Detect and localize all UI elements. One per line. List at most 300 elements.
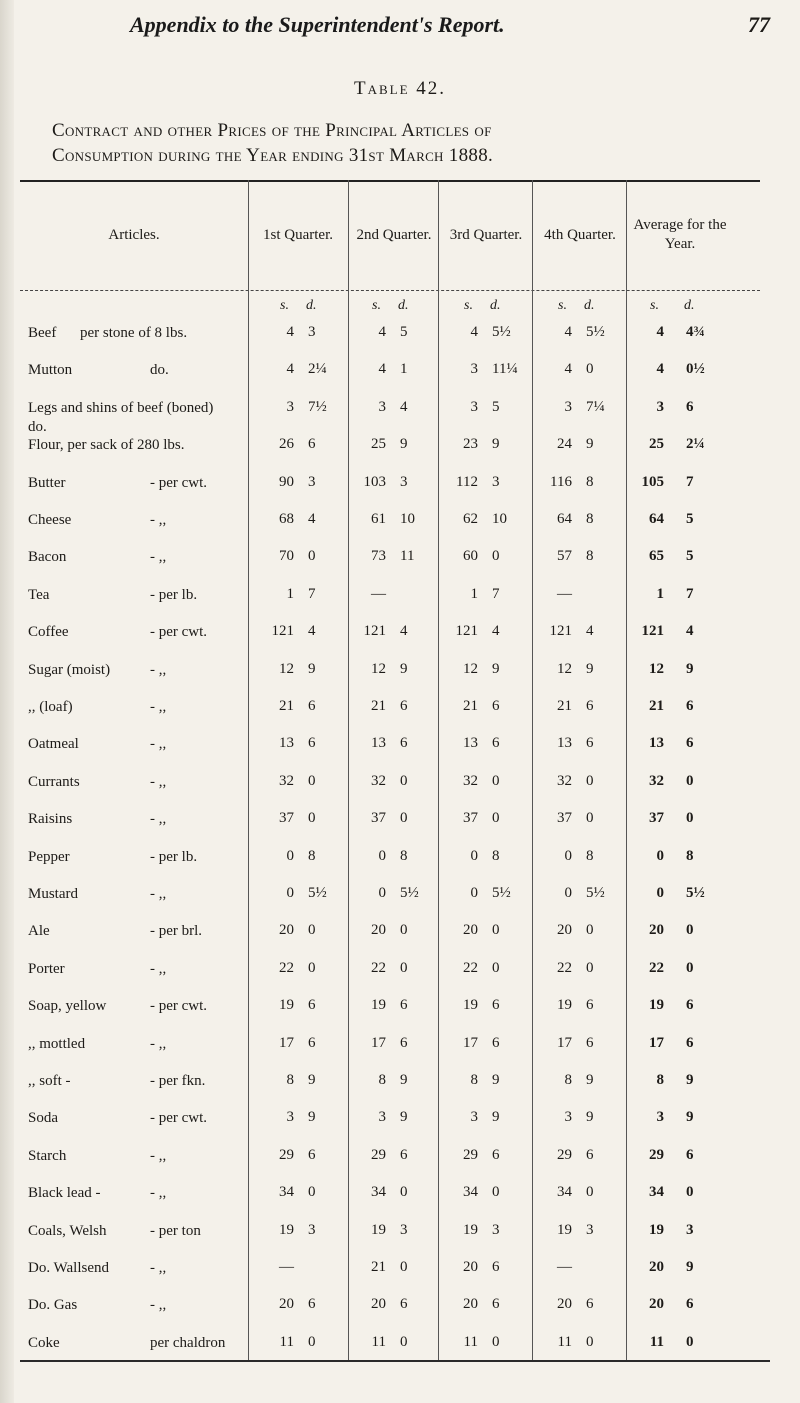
article-cell	[20, 1296, 250, 1334]
table-row	[20, 735, 788, 773]
table-row	[20, 810, 788, 848]
quarter-q2-pence: 0	[400, 1333, 408, 1350]
quarter-q3-pence: 5½	[492, 324, 511, 340]
average-pence: 6	[686, 398, 694, 415]
quarter-q4-pence: 8	[586, 847, 594, 864]
quarter-q1-pence: 0	[308, 772, 316, 789]
quarter-q2-pence: 3	[400, 1221, 408, 1238]
quarter-q4-shillings: 24	[557, 436, 572, 453]
article-unit: - per lb.	[150, 848, 198, 865]
article-cell	[20, 474, 250, 512]
quarter-q2-pence: 0	[400, 1184, 408, 1201]
quarter-q4-shillings: 4	[564, 324, 572, 340]
quarter-q4-shillings: 20	[557, 1296, 572, 1313]
quarter-q4-pence: 9	[586, 1072, 594, 1088]
quarter-q1-pence: 6	[308, 1146, 316, 1163]
article-unit: - ,,	[150, 512, 167, 528]
quarter-q1-pence: 0	[308, 810, 316, 827]
quarter-q2-shillings: 21	[371, 1259, 386, 1275]
quarter-q2-shillings: 61	[371, 511, 386, 527]
article-unit: - per cwt.	[150, 624, 208, 641]
quarter-q2-pence: 9	[400, 1072, 408, 1088]
quarter-q4-pence: 0	[586, 361, 594, 378]
quarter-q4-pence: 6	[586, 997, 594, 1014]
article-name: ,, soft -	[28, 1073, 71, 1089]
quarter-q4-pence: 0	[586, 922, 594, 939]
quarter-q4-pence: 8	[586, 511, 594, 527]
quarter-q3-pence: 0	[492, 1333, 500, 1350]
article-unit: - ,,	[150, 549, 167, 566]
quarter-q1-shillings: 26	[279, 436, 294, 453]
quarter-q1-pence: 0	[308, 922, 316, 939]
quarter-q1-pence: 6	[308, 997, 316, 1014]
average-pence: 5½	[686, 885, 705, 901]
average-pence: 7	[686, 473, 694, 490]
quarter-q1-pence: 0	[308, 1184, 316, 1201]
article-unit: - per fkn.	[150, 1073, 206, 1089]
article-cell	[20, 548, 250, 586]
quarter-q4-pence: 9	[586, 1109, 594, 1126]
quarter-q1-shillings: 19	[279, 997, 294, 1014]
quarter-q3-pence: 10	[492, 511, 507, 527]
article-name: Oatmeal	[28, 736, 79, 753]
quarter-q4-pence: 0	[586, 959, 594, 976]
header-q2: 2nd Quarter.	[356, 226, 432, 243]
article-name: Sugar (moist)	[28, 661, 111, 678]
article-name: Mustard	[28, 886, 78, 902]
unit-label-s: s.	[650, 298, 659, 313]
quarter-q4-shillings: 57	[557, 548, 572, 565]
quarter-q1-pence: 3	[308, 473, 316, 490]
quarter-q3-pence: 0	[492, 810, 500, 827]
average-shillings: 4	[656, 324, 664, 340]
article-cell	[20, 960, 250, 998]
average-shillings: 17	[649, 1034, 664, 1051]
quarter-q3-pence: 3	[492, 1221, 500, 1238]
quarter-q2-shillings: 12	[371, 660, 386, 677]
quarter-q3-pence: 6	[492, 698, 500, 714]
average-pence: 9	[686, 1072, 694, 1088]
table-row	[20, 361, 788, 399]
quarter-q4-shillings: 3	[564, 398, 572, 415]
quarter-q4-pence: 0	[586, 772, 594, 789]
quarter-q1-pence: 4	[308, 623, 316, 640]
unit-label-s: s.	[464, 298, 473, 313]
quarter-q4-shillings: 64	[557, 511, 572, 527]
quarter-q1-pence: 2¼	[308, 361, 327, 378]
table-row	[20, 1147, 788, 1185]
quarter-q2-pence: 0	[400, 772, 408, 789]
table-row	[20, 511, 788, 549]
article-name: Coke	[28, 1334, 60, 1351]
quarter-q3-pence: 9	[492, 1109, 500, 1126]
average-shillings: 19	[649, 1221, 664, 1238]
table-row	[20, 436, 788, 474]
article-name: Currants	[28, 773, 80, 790]
quarter-q3-shillings: 13	[463, 735, 478, 752]
article-cell	[20, 997, 250, 1035]
quarter-q4-pence: 6	[586, 698, 594, 714]
average-pence: 6	[686, 698, 694, 714]
average-pence: 9	[686, 660, 694, 677]
average-pence: 6	[686, 997, 694, 1014]
quarter-q4-pence: 6	[586, 1034, 594, 1051]
quarter-q2-pence: 0	[400, 922, 408, 939]
average-shillings: 25	[649, 436, 664, 453]
average-shillings: 8	[656, 1072, 664, 1088]
article-name: Porter	[28, 960, 65, 977]
quarter-q3-shillings: 60	[463, 548, 478, 565]
table-row	[20, 885, 788, 923]
table-row	[20, 773, 788, 811]
header-q3: 3rd Quarter.	[449, 226, 523, 243]
quarter-q2-shillings: 103	[363, 473, 386, 490]
running-title: Appendix to the Superintendent's Report.	[130, 12, 505, 37]
quarter-q1-pence: 6	[308, 1034, 316, 1051]
quarter-q3-shillings: 20	[463, 1259, 478, 1275]
quarter-q1-shillings: 3	[286, 398, 294, 415]
quarter-q3-pence: 6	[492, 997, 500, 1014]
header-average: Average for the Year.	[633, 217, 727, 252]
quarter-q4-pence: 0	[586, 1184, 594, 1201]
quarter-q1-shillings: 12	[279, 660, 294, 677]
quarter-q4-shillings: 11	[557, 1333, 572, 1350]
quarter-q3-pence: 9	[492, 436, 500, 453]
quarter-q4-shillings: 19	[557, 997, 572, 1014]
article-cell	[20, 1035, 250, 1073]
article-unit: - ,,	[150, 1185, 167, 1202]
article-unit: do.	[28, 418, 47, 435]
table-row	[20, 324, 788, 362]
average-pence: 6	[686, 1296, 694, 1313]
quarter-q4-pence: 9	[586, 660, 594, 677]
quarter-q4-pence: 8	[586, 548, 594, 565]
quarter-q3-shillings: 3	[470, 1109, 478, 1126]
quarter-q2-shillings: 4	[378, 324, 386, 340]
quarter-q4-shillings: 116	[550, 473, 572, 490]
quarter-q2-pence: 5	[400, 324, 408, 340]
quarter-q4-pence: 9	[586, 436, 594, 453]
quarter-q2-shillings: 0	[378, 885, 386, 901]
article-cell	[20, 1334, 250, 1372]
quarter-q2-pence: 9	[400, 436, 408, 453]
article-name: ,, (loaf)	[28, 699, 73, 715]
quarter-q4-pence: 6	[586, 735, 594, 752]
quarter-q1-shillings: 3	[286, 1109, 294, 1126]
quarter-q2-shillings: 0	[378, 847, 386, 864]
quarter-q4-shillings: 34	[557, 1184, 572, 1201]
quarter-q1-shillings: 21	[279, 698, 294, 714]
quarter-q1-pence: 6	[308, 436, 316, 453]
quarter-q4-shillings: —	[557, 585, 572, 602]
quarter-q3-pence: 4	[492, 623, 500, 640]
article-name: Beef	[28, 325, 57, 341]
quarter-q3-shillings: 19	[463, 1221, 478, 1238]
quarter-q3-shillings: 0	[470, 847, 478, 864]
average-shillings: 34	[649, 1184, 664, 1201]
quarter-q1-shillings: 32	[279, 772, 294, 789]
quarter-q2-pence: 6	[400, 698, 408, 714]
quarter-q3-shillings: 3	[470, 398, 478, 415]
article-unit: - per lb.	[150, 586, 198, 603]
quarter-q1-shillings: 37	[279, 810, 294, 827]
quarter-q1-pence: 9	[308, 660, 316, 677]
quarter-q1-pence: 9	[308, 1072, 316, 1088]
quarter-q1-shillings: 13	[279, 735, 294, 752]
quarter-q2-shillings: 11	[371, 1333, 386, 1350]
quarter-q2-pence: 10	[400, 511, 415, 527]
average-pence: 9	[686, 1109, 694, 1126]
table-row	[20, 548, 788, 586]
quarter-q1-pence: 5½	[308, 885, 327, 901]
quarter-q3-shillings: 37	[463, 810, 478, 827]
quarter-q1-pence: 3	[308, 324, 316, 340]
quarter-q2-pence: 9	[400, 1109, 408, 1126]
unit-label-s: s.	[372, 298, 381, 313]
average-pence: 4¾	[686, 324, 705, 340]
table-row	[20, 1109, 788, 1147]
quarter-q4-pence: 3	[586, 1221, 594, 1238]
average-pence: 9	[686, 1259, 694, 1275]
table-row	[20, 1259, 788, 1297]
quarter-q3-shillings: 4	[470, 324, 478, 340]
article-unit: - ,,	[150, 960, 167, 977]
quarter-q2-shillings: 22	[371, 959, 386, 976]
article-unit: - per cwt.	[150, 474, 208, 491]
quarter-q3-shillings: 23	[463, 436, 478, 453]
average-shillings: 3	[656, 1109, 664, 1126]
table-row	[20, 922, 788, 960]
table-row	[20, 623, 788, 661]
quarter-q2-pence: 5½	[400, 885, 419, 901]
header-q1: 1st Quarter.	[263, 226, 333, 243]
quarter-q3-pence: 7	[492, 585, 500, 602]
quarter-q2-shillings: 29	[371, 1146, 386, 1163]
table-row	[20, 586, 788, 624]
caption-line-1: Contract and other Prices of the Principal Articles of	[52, 120, 492, 141]
article-name: Cheese	[28, 512, 72, 528]
quarter-q4-shillings: 37	[557, 810, 572, 827]
table-row	[20, 474, 788, 512]
average-pence: 0	[686, 772, 694, 789]
average-shillings: 20	[649, 1259, 664, 1275]
caption-line-2: Consumption during the Year ending 31st March 1888.	[52, 145, 494, 166]
quarter-q3-shillings: 1	[470, 585, 478, 602]
average-pence: 6	[686, 1034, 694, 1051]
article-cell	[20, 1109, 250, 1147]
quarter-q3-pence: 6	[492, 1034, 500, 1051]
average-shillings: 4	[656, 361, 664, 378]
quarter-q1-pence: 6	[308, 1296, 316, 1313]
table-row	[20, 1334, 788, 1372]
quarter-q2-pence: 1	[400, 361, 408, 378]
article-name: Coals, Welsh	[28, 1222, 107, 1239]
quarter-q2-pence: 11	[400, 548, 415, 565]
article-name: Starch	[28, 1147, 67, 1164]
quarter-q2-shillings: 19	[371, 1221, 386, 1238]
article-name: Soda	[28, 1110, 58, 1127]
quarter-q3-pence: 0	[492, 772, 500, 789]
quarter-q1-shillings: 11	[279, 1333, 294, 1350]
quarter-q1-pence: 9	[308, 1109, 316, 1126]
average-shillings: 121	[641, 623, 664, 640]
article-name: Tea	[28, 586, 50, 603]
quarter-q3-shillings: 20	[463, 922, 478, 939]
quarter-q3-shillings: 12	[463, 660, 478, 677]
average-shillings: 105	[641, 473, 664, 490]
quarter-q2-shillings: 3	[378, 398, 386, 415]
quarter-q2-shillings: 17	[371, 1034, 386, 1051]
average-pence: 0½	[686, 361, 705, 378]
article-name: Flour, per sack of 280 lbs.	[28, 437, 185, 454]
article-unit: do.	[150, 362, 169, 379]
article-cell	[20, 698, 250, 736]
article-unit: - per cwt.	[150, 1110, 208, 1127]
article-unit: - ,,	[150, 1035, 167, 1052]
quarter-q3-pence: 11¼	[492, 361, 518, 378]
unit-label-d: d.	[398, 298, 409, 313]
article-cell	[20, 361, 250, 399]
unit-label-d: d.	[490, 298, 501, 313]
quarter-q2-pence: 4	[400, 623, 408, 640]
article-cell	[20, 1259, 250, 1297]
article-cell	[20, 511, 250, 549]
article-name: Do. Wallsend	[28, 1260, 110, 1276]
quarter-q3-shillings: 3	[470, 361, 478, 378]
article-unit: - ,,	[150, 811, 167, 828]
quarter-q1-shillings: 70	[279, 548, 294, 565]
average-pence: 5	[686, 511, 694, 527]
quarter-q3-shillings: 11	[463, 1333, 478, 1350]
article-cell	[20, 885, 250, 923]
quarter-q2-pence: 4	[400, 398, 408, 415]
quarter-q3-shillings: 17	[463, 1034, 478, 1051]
article-cell	[20, 1072, 250, 1110]
average-pence: 0	[686, 1184, 694, 1201]
article-unit: - per brl.	[150, 923, 203, 940]
quarter-q1-shillings: 8	[286, 1072, 294, 1088]
quarter-q2-pence: 8	[400, 847, 408, 864]
article-cell	[20, 1184, 250, 1222]
article-cell	[20, 810, 250, 848]
quarter-q2-pence: 3	[400, 473, 408, 490]
table-row	[20, 661, 788, 699]
quarter-q2-shillings: 37	[371, 810, 386, 827]
quarter-q3-shillings: 121	[455, 623, 478, 640]
quarter-q3-pence: 0	[492, 959, 500, 976]
average-pence: 6	[686, 735, 694, 752]
quarter-q1-pence: 6	[308, 735, 316, 752]
average-shillings: 21	[649, 698, 664, 714]
quarter-q3-shillings: 8	[470, 1072, 478, 1088]
table-row	[20, 848, 788, 886]
quarter-q2-pence: 0	[400, 959, 408, 976]
quarter-q3-pence: 5½	[492, 885, 511, 901]
quarter-q2-pence: 6	[400, 997, 408, 1014]
average-shillings: 65	[649, 548, 664, 565]
quarter-q1-pence: 7	[308, 585, 316, 602]
table-number: Table 42.	[353, 78, 447, 99]
quarter-q3-pence: 9	[492, 1072, 500, 1088]
quarter-q4-shillings: 0	[564, 885, 572, 901]
average-shillings: 3	[656, 398, 664, 415]
quarter-q4-shillings: 121	[549, 623, 572, 640]
quarter-q1-pence: 4	[308, 511, 316, 527]
quarter-q1-shillings: 34	[279, 1184, 294, 1201]
quarter-q3-shillings: 112	[456, 473, 478, 490]
quarter-q3-shillings: 0	[470, 885, 478, 901]
quarter-q2-pence: 6	[400, 1146, 408, 1163]
quarter-q4-shillings: 8	[564, 1072, 572, 1088]
average-shillings: 0	[656, 847, 664, 864]
article-name: Ale	[28, 923, 50, 940]
article-name: Soap, yellow	[28, 998, 107, 1015]
table-caption	[52, 118, 772, 168]
quarter-q1-pence: 7½	[308, 398, 327, 415]
quarter-q3-pence: 6	[492, 1296, 500, 1313]
quarter-q3-pence: 3	[492, 473, 500, 490]
quarter-q2-shillings: 19	[371, 997, 386, 1014]
unit-label-d: d.	[306, 298, 317, 313]
quarter-q1-pence: 0	[308, 959, 316, 976]
quarter-q1-pence: 3	[308, 1221, 316, 1238]
average-pence: 0	[686, 922, 694, 939]
average-pence: 6	[686, 1146, 694, 1163]
quarter-q1-shillings: 121	[271, 623, 294, 640]
quarter-q1-shillings: —	[279, 1259, 294, 1275]
article-name: Bacon	[28, 549, 67, 566]
quarter-q1-shillings: 22	[279, 959, 294, 976]
quarter-q1-shillings: 20	[279, 1296, 294, 1313]
article-unit: - ,,	[150, 1147, 167, 1164]
table-row	[20, 997, 788, 1035]
quarter-q4-shillings: 4	[564, 361, 572, 378]
article-cell	[20, 661, 250, 699]
unit-label-s: s.	[280, 298, 289, 313]
table-row	[20, 698, 788, 736]
article-cell	[20, 1222, 250, 1260]
article-name: Legs and shins of beef (boned)	[28, 399, 214, 416]
article-unit: - ,,	[150, 736, 167, 753]
price-table	[20, 180, 788, 1362]
quarter-q4-pence: 5½	[586, 885, 605, 901]
quarter-q2-shillings: 34	[371, 1184, 386, 1201]
quarter-q2-shillings: 21	[371, 698, 386, 714]
unit-label-d: d.	[584, 298, 595, 313]
table-row	[20, 1072, 788, 1110]
article-cell	[20, 735, 250, 773]
article-name: Coffee	[28, 624, 69, 641]
article-name: Butter	[28, 474, 66, 491]
quarter-q1-shillings: 0	[286, 885, 294, 901]
quarter-q2-shillings: 4	[378, 361, 386, 378]
quarter-q4-shillings: 17	[557, 1034, 572, 1051]
quarter-q4-shillings: 0	[564, 847, 572, 864]
article-cell	[20, 623, 250, 661]
quarter-q4-shillings: —	[557, 1259, 572, 1275]
article-cell	[20, 773, 250, 811]
average-pence: 2¼	[686, 436, 705, 453]
article-cell	[20, 1147, 250, 1185]
quarter-q2-shillings: 121	[363, 623, 386, 640]
article-unit: - ,,	[150, 661, 167, 678]
average-pence: 0	[686, 1333, 694, 1350]
quarter-q4-pence: 0	[586, 810, 594, 827]
quarter-q2-pence: 0	[400, 1259, 408, 1275]
quarter-q1-pence: 0	[308, 548, 316, 565]
quarter-q2-shillings: 73	[371, 548, 386, 565]
average-pence: 5	[686, 548, 694, 565]
